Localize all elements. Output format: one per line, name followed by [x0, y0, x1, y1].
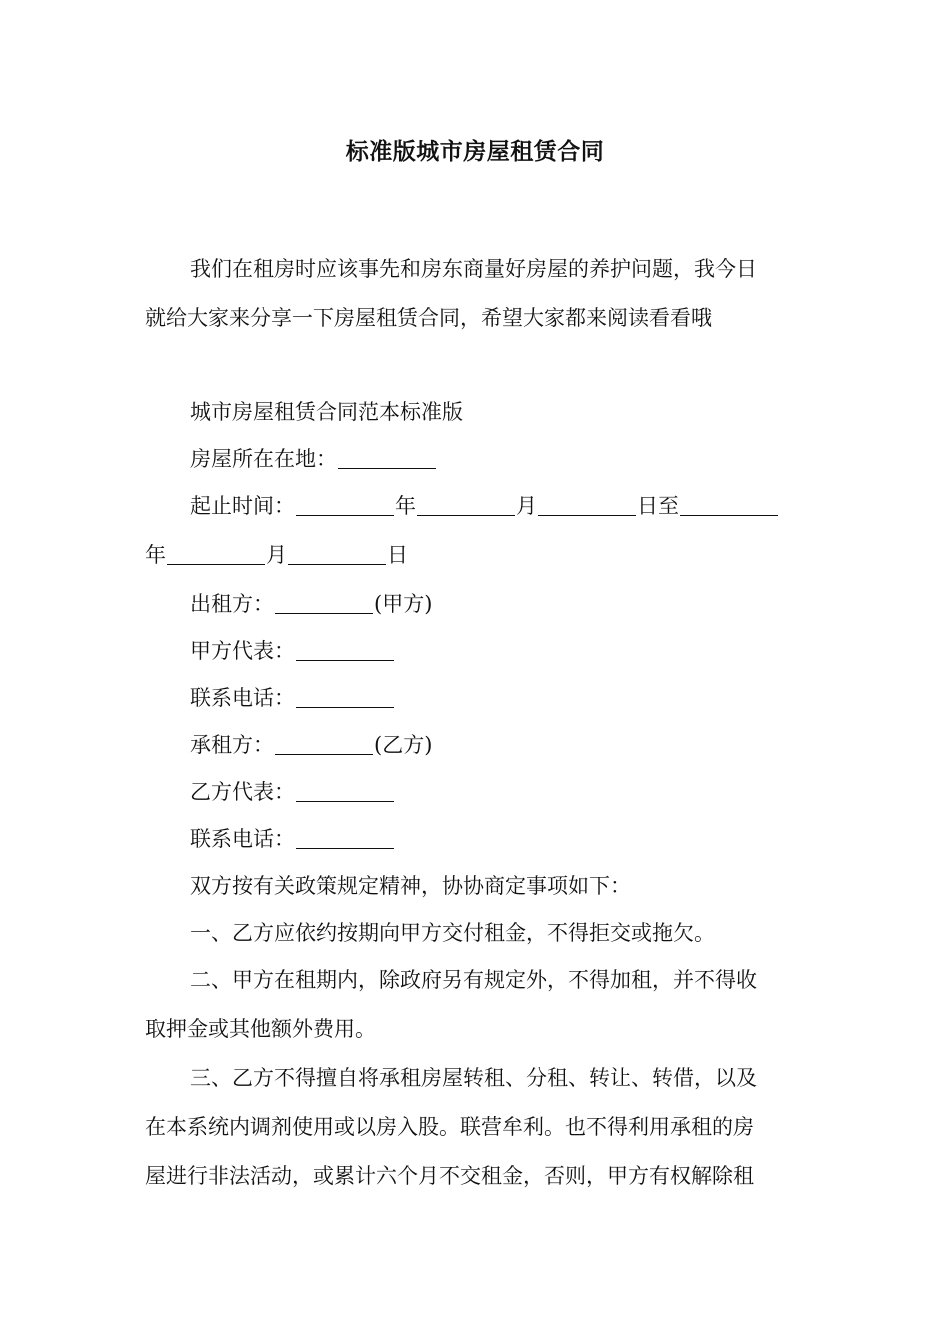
end-year-blank[interactable]	[680, 495, 778, 516]
intro-line-2: 就给大家来分享一下房屋租赁合同，希望大家都来阅读看看哦	[145, 306, 712, 330]
end-day-blank[interactable]	[288, 544, 386, 565]
start-year-blank[interactable]	[296, 495, 394, 516]
lessor-row	[145, 590, 852, 618]
month-text: 月	[266, 543, 287, 567]
contract-subtitle: 城市房屋租赁合同范本标准版	[190, 400, 463, 424]
period-row-continued	[145, 541, 807, 569]
party-a-rep-blank[interactable]	[296, 640, 394, 661]
clause-2-line-2: 取押金或其他额外费用。	[145, 1017, 376, 1041]
phone-label: 联系电话：	[190, 827, 295, 851]
intro-line-1: 我们在租房时应该事先和房东商量好房屋的养护问题，我今日	[190, 257, 757, 281]
period-label: 起止时间：	[190, 494, 295, 518]
party-a-phone-row	[145, 684, 852, 712]
clause-3-line-1: 三、乙方不得擅自将承租房屋转租、分租、转让、转借，以及	[190, 1066, 757, 1090]
party-a-rep-row	[145, 637, 852, 665]
party-a-rep-label: 甲方代表：	[190, 639, 295, 663]
clause-3-line-3: 屋进行非法活动，或累计六个月不交租金，否则，甲方有权解除租	[145, 1164, 754, 1188]
party-b-phone-blank[interactable]	[296, 828, 394, 849]
location-label: 房屋所在在地：	[190, 447, 337, 471]
party-b-rep-row	[145, 778, 852, 806]
party-a-phone-blank[interactable]	[296, 687, 394, 708]
party-b-phone-row	[145, 825, 852, 853]
phone-label: 联系电话：	[190, 686, 295, 710]
clause-1: 一、乙方应依约按期向甲方交付租金，不得拒交或拖欠。	[190, 921, 715, 945]
year-text: 年	[145, 543, 166, 567]
period-row	[145, 492, 852, 520]
party-a-text: (甲方)	[374, 592, 433, 616]
party-b-rep-blank[interactable]	[296, 781, 394, 802]
start-month-blank[interactable]	[417, 495, 515, 516]
year-text: 年	[395, 494, 416, 518]
lessee-label: 承租方：	[190, 733, 274, 757]
day-to-text: 日至	[637, 494, 679, 518]
day-text: 日	[387, 543, 408, 567]
party-b-text: (乙方)	[374, 733, 433, 757]
clause-2-line-1: 二、甲方在租期内，除政府另有规定外，不得加租，并不得收	[190, 968, 757, 992]
lessee-row	[145, 731, 852, 759]
document-title: 标准版城市房屋租赁合同	[345, 139, 605, 165]
end-month-blank[interactable]	[167, 544, 265, 565]
lessor-label: 出租方：	[190, 592, 274, 616]
party-b-rep-label: 乙方代表：	[190, 780, 295, 804]
start-day-blank[interactable]	[538, 495, 636, 516]
lessee-blank[interactable]	[275, 734, 373, 755]
location-row	[145, 445, 852, 473]
agreement-intro: 双方按有关政策规定精神，协协商定事项如下：	[190, 874, 631, 898]
clause-3-line-2: 在本系统内调剂使用或以房入股。联营牟利。也不得利用承租的房	[145, 1115, 754, 1139]
month-text: 月	[516, 494, 537, 518]
location-blank[interactable]	[338, 448, 436, 469]
lessor-blank[interactable]	[275, 593, 373, 614]
